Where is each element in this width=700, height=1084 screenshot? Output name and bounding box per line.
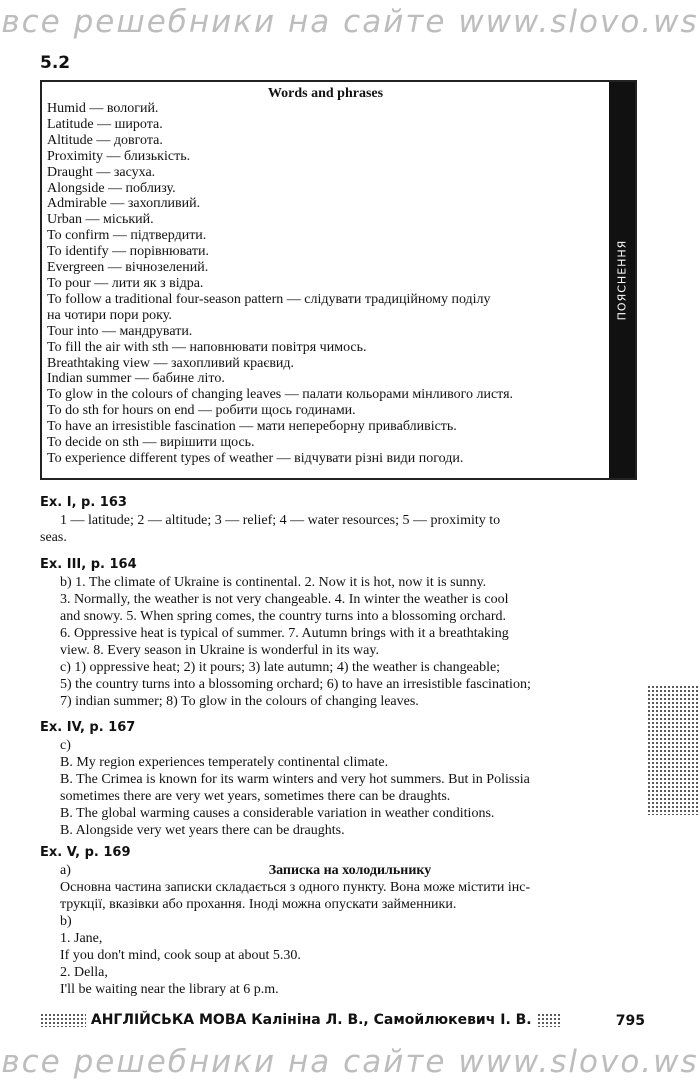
exercise-4-heading: Ex. IV, p. 167 bbox=[40, 720, 136, 735]
word-line: Evergreen — вічнозелений. bbox=[47, 260, 209, 276]
answer-line: b) 1. The climate of Ukraine is continental. 2. Now it is hot, now it is sunny. bbox=[60, 575, 487, 590]
answer-line: Основна частина записки складається з одного пункту. Вона може містити інс- bbox=[60, 880, 531, 895]
answer-line: 1 — latitude; 2 — altitude; 3 — relief; 4 — water resources; 5 — proximity to bbox=[60, 513, 501, 528]
answer-line: and snowy. 5. When spring comes, the country turns into a blossoming orchard. bbox=[60, 609, 506, 624]
dot-pattern-icon bbox=[40, 1013, 86, 1027]
word-line: Altitude — довгота. bbox=[47, 132, 163, 148]
word-line: Tour into — мандрувати. bbox=[47, 323, 193, 339]
section-number: 5.2 bbox=[40, 53, 71, 73]
word-line: To pour — лити як з відра. bbox=[47, 275, 204, 291]
exercise-5-answers bbox=[60, 862, 640, 998]
word-line: To have an irresistible fascination — мати непереборну привабливість. bbox=[47, 419, 457, 435]
dot-pattern-icon bbox=[537, 1013, 561, 1027]
word-line: Urban — міський. bbox=[47, 212, 154, 228]
answer-line: c) bbox=[60, 738, 71, 753]
word-line: Admirable — захопливий. bbox=[47, 196, 201, 212]
note-part-a-label: a) bbox=[60, 863, 71, 878]
word-line: Alongside — поблизу. bbox=[47, 180, 176, 196]
answer-line: If you don't mind, cook soup at about 5.30. bbox=[60, 948, 301, 963]
word-line: To glow in the colours of changing leaves — палати кольорами мінливого листя. bbox=[47, 387, 514, 403]
dot-pattern-decoration bbox=[647, 685, 700, 815]
answer-line: 1. Jane, bbox=[60, 931, 103, 946]
exercise-3-answers bbox=[60, 574, 640, 710]
word-line: To experience different types of weather — відчувати різні види погоди. bbox=[47, 450, 464, 466]
word-line: To confirm — підтвердити. bbox=[47, 228, 207, 244]
exercise-5-heading: Ex. V, p. 169 bbox=[40, 845, 131, 860]
word-line: Proximity — близькість. bbox=[47, 148, 191, 164]
answer-line: B. The global warming causes a considerable variation in weather conditions. bbox=[60, 806, 495, 821]
answer-line: 2. Della, bbox=[60, 965, 108, 980]
answer-line: B. Alongside very wet years there can be draughts. bbox=[60, 823, 345, 838]
words-and-phrases-box bbox=[40, 80, 637, 480]
word-line: To do sth for hours on end — робити щось годинами. bbox=[47, 403, 356, 419]
answer-line: c) 1) oppressive heat; 2) it pours; 3) late autumn; 4) the weather is changeable; bbox=[60, 660, 501, 675]
answer-line: 5) the country turns into a blossoming orchard; 6) to have an irresistible fascination; bbox=[60, 677, 531, 692]
answer-line: B. The Crimea is known for its warm winters and very hot summers. But in Polissia bbox=[60, 772, 530, 787]
word-line: Draught — засуха. bbox=[47, 164, 156, 180]
answer-line: трукції, вказівки або прохання. Іноді можна опускати займенники. bbox=[60, 897, 457, 912]
words-box-title: Words and phrases bbox=[267, 86, 384, 101]
answer-line: 6. Oppressive heat is typical of summer. 7. Autumn brings with it a breathtaking bbox=[60, 626, 509, 641]
word-line: Humid — вологий. bbox=[47, 101, 159, 116]
exercise-1-answers bbox=[40, 512, 640, 546]
note-title: Записка на холодильнику bbox=[268, 863, 432, 878]
answer-line: B. My region experiences temperately continental climate. bbox=[60, 755, 389, 770]
footer-book-title: АНГЛІЙСЬКА МОВА Калініна Л. В., Самойлюкевич І. В. bbox=[90, 1012, 532, 1028]
site-banner-top: все решебники на сайте www.slovo.ws bbox=[1, 4, 699, 40]
word-line: Latitude — широта. bbox=[47, 116, 163, 132]
answer-line: I'll be waiting near the library at 6 p.m. bbox=[60, 982, 279, 997]
explanation-label: ПОЯСНЕННЯ bbox=[615, 239, 629, 321]
exercise-4-answers bbox=[60, 737, 640, 839]
exercise-3-heading: Ex. III, p. 164 bbox=[40, 557, 137, 572]
word-line: на чотири пори року. bbox=[47, 307, 172, 323]
answer-line: b) bbox=[60, 914, 72, 929]
exercise-1-heading: Ex. I, p. 163 bbox=[40, 495, 127, 510]
word-line: Indian summer — бабине літо. bbox=[47, 371, 225, 387]
word-line: To identify — порівнювати. bbox=[47, 244, 209, 260]
word-line: Breathtaking view — захопливий краєвид. bbox=[47, 355, 295, 371]
explanation-side-tab bbox=[609, 82, 635, 478]
word-line: To fill the air with sth — наповнювати повітря чимось. bbox=[47, 339, 367, 355]
note-heading-row bbox=[60, 862, 640, 879]
page-footer bbox=[40, 1012, 645, 1034]
site-banner-bottom: все решебники на сайте www.slovo.ws bbox=[1, 1044, 699, 1080]
page-number: 795 bbox=[615, 1013, 645, 1029]
word-line: To decide on sth — вирішити щось. bbox=[47, 435, 255, 451]
answer-line: sometimes there are very wet years, sometimes there can be draughts. bbox=[60, 789, 451, 804]
answer-line: 3. Normally, the weather is not very changeable. 4. In winter the weather is cool bbox=[60, 592, 509, 607]
words-list bbox=[47, 101, 607, 467]
answer-line: 7) indian summer; 8) To glow in the colours of changing leaves. bbox=[60, 694, 419, 709]
answer-line: seas. bbox=[40, 530, 67, 545]
answer-line: view. 8. Every season in Ukraine is wonderful in its way. bbox=[60, 643, 379, 658]
word-line: To follow a traditional four-season pattern — слідувати традиційному поділу bbox=[47, 291, 491, 307]
